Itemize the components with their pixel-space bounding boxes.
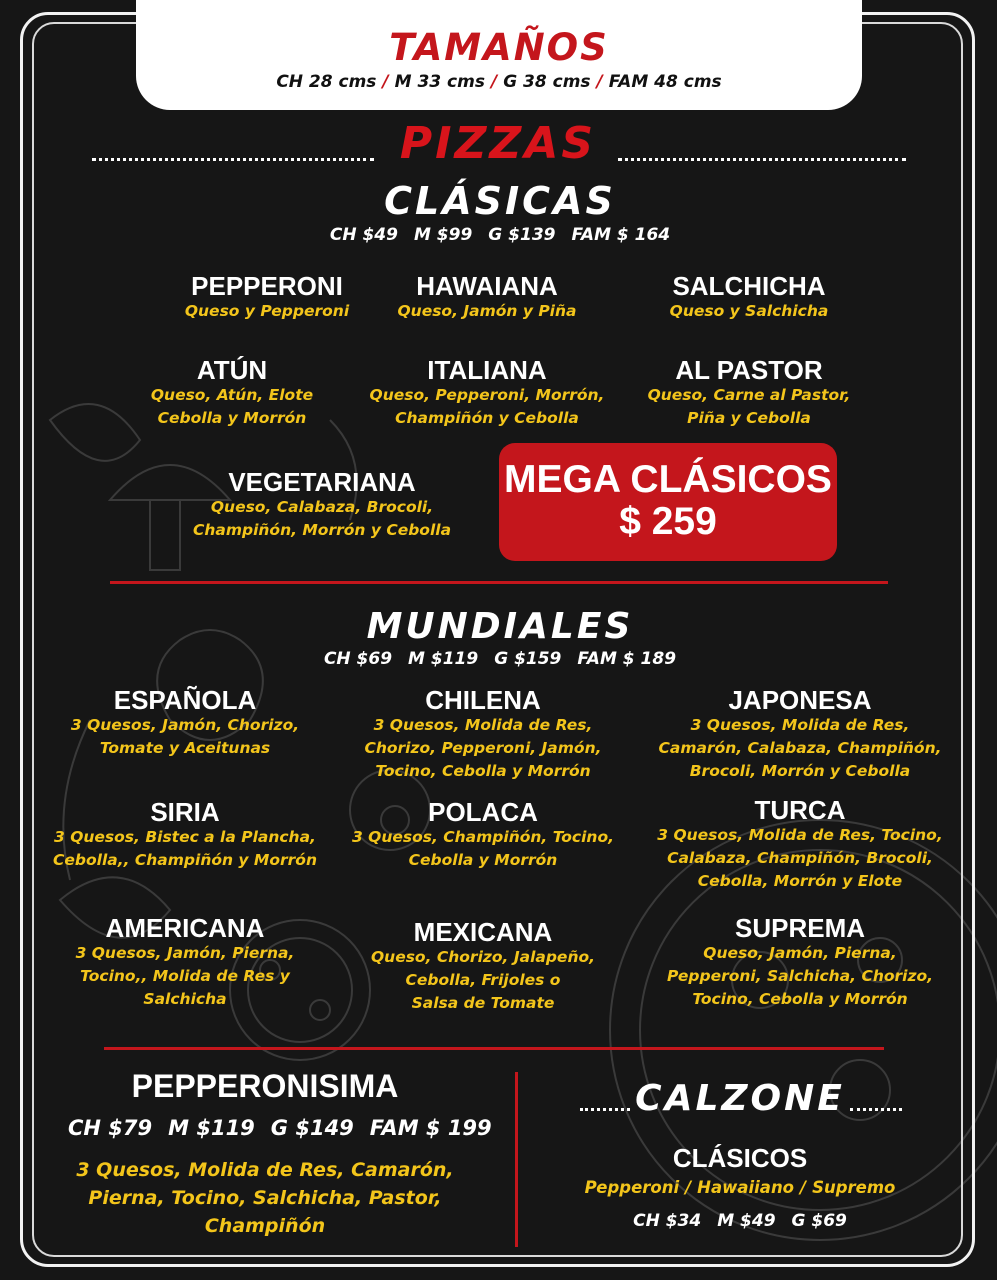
item-desc: Piña y Cebolla (687, 409, 811, 427)
item-desc: Champiñón, Morrón y Cebolla (192, 521, 452, 539)
menu-item (645, 914, 955, 1011)
pepperonisima-block (60, 1068, 492, 1240)
item-name: AMERICANA (105, 913, 265, 943)
item-name: POLACA (428, 797, 538, 827)
calzone-subtitle: CLÁSICOS (672, 1143, 808, 1173)
item-desc: Cebolla y Morrón (408, 851, 558, 869)
item-desc: Chorizo, Pepperoni, Jamón, (364, 739, 602, 757)
item-desc: Cebolla,, Champiñón y Morrón (53, 851, 317, 869)
dotted-divider (618, 158, 906, 161)
price-m: M $99 (413, 225, 473, 245)
item-desc: 3 Quesos, Molida de Res, Camarón, (76, 1159, 454, 1181)
mega-clasicos-badge (499, 443, 837, 561)
item-desc: Tocino,, Molida de Res y (80, 967, 290, 985)
mega-title: MEGA CLÁSICOS (504, 458, 832, 501)
item-desc: Tocino, Cebolla y Morrón (375, 762, 591, 780)
item-desc: Pierna, Tocino, Salchicha, Pastor, (88, 1187, 442, 1209)
item-name: SUPREMA (734, 913, 865, 943)
item-name: ATÚN (196, 355, 268, 385)
item-desc: Queso, Chorizo, Jalapeño, (370, 948, 596, 966)
dotted-divider (92, 158, 374, 161)
item-desc: 3 Quesos, Molida de Res, Tocino, (657, 826, 943, 844)
price-m: M $119 (168, 1116, 255, 1140)
item-desc: Tomate y Aceitunas (99, 739, 271, 757)
item-desc: 3 Quesos, Jamón, Pierna, (75, 944, 295, 962)
mundiales-prices (290, 648, 710, 670)
flavor-separator: / (800, 1178, 807, 1197)
menu-item (35, 686, 335, 760)
clasicas-prices (300, 224, 700, 246)
item-desc: Salsa de Tomate (411, 994, 555, 1012)
item-desc: Champiñón (204, 1215, 326, 1237)
dotted-divider (580, 1108, 630, 1111)
mundiales-title: MUNDIALES (366, 606, 634, 647)
red-vertical-divider (515, 1072, 518, 1247)
item-desc: Cebolla, Morrón y Elote (697, 872, 903, 890)
menu-item (35, 798, 335, 872)
price-m: M $49 (717, 1211, 776, 1231)
menu-item (97, 356, 367, 430)
flavor-separator: / (685, 1178, 692, 1197)
item-name: VEGETARIANA (228, 467, 416, 497)
menu-item (645, 686, 955, 783)
item-desc: Camarón, Calabaza, Champiñón, (658, 739, 942, 757)
sizes-title: TAMAÑOS (389, 26, 609, 69)
price-fam: FAM $ 189 (577, 649, 677, 669)
menu-item (35, 914, 335, 1011)
price-g: G $139 (488, 225, 556, 245)
item-desc: Brocoli, Morrón y Cebolla (689, 762, 911, 780)
price-ch: CH $49 (329, 225, 398, 245)
pepperonisima-title: PEPPERONISIMA (131, 1068, 399, 1104)
item-name: PEPPERONI (191, 271, 343, 301)
menu-item (333, 686, 633, 783)
sizes-banner (136, 0, 862, 110)
menu-item (172, 468, 472, 542)
size-separator: / (382, 72, 389, 92)
calzone-flavor: Supremo (812, 1178, 896, 1197)
calzone-flavor: Pepperoni (584, 1178, 680, 1197)
item-desc: Champiñón y Cebolla (395, 409, 579, 427)
calzone-title: CALZONE (635, 1078, 845, 1119)
size-ch: CH 28 cms (276, 72, 377, 92)
size-m: M 33 cms (394, 72, 485, 92)
mega-price: $ 259 (619, 500, 717, 543)
item-name: ITALIANA (427, 355, 547, 385)
item-desc: 3 Quesos, Bistec a la Plancha, (54, 828, 316, 846)
size-separator: / (490, 72, 498, 92)
item-desc: Salchicha (143, 990, 227, 1008)
pepperonisima-prices (60, 1114, 492, 1142)
calzone-flavor: Hawaiiano (697, 1178, 795, 1197)
menu-item (645, 796, 955, 893)
item-name: JAPONESA (728, 685, 872, 715)
item-desc: Queso, Atún, Elote (150, 386, 314, 404)
item-desc: Calabaza, Champiñón, Brocoli, (667, 849, 933, 867)
red-divider (104, 1047, 884, 1050)
red-divider (110, 581, 888, 584)
menu-item (352, 272, 622, 323)
item-desc: Tocino, Cebolla y Morrón (692, 990, 908, 1008)
calzone-prices (580, 1210, 900, 1232)
item-desc: 3 Quesos, Champiñón, Tocino, (351, 828, 615, 846)
size-separator: / (596, 72, 603, 92)
price-g: G $159 (494, 649, 562, 669)
item-name: ESPAÑOLA (113, 685, 257, 715)
item-desc: 3 Quesos, Molida de Res, (690, 716, 910, 734)
price-g: G $149 (270, 1116, 354, 1140)
menu-item (614, 272, 884, 323)
size-g: G 38 cms (503, 72, 591, 92)
item-desc: Pepperoni, Salchicha, Chorizo, (666, 967, 934, 985)
dotted-divider (850, 1108, 902, 1111)
menu-item (333, 918, 633, 1015)
size-fam: FAM 48 cms (608, 72, 722, 92)
item-desc: 3 Quesos, Molida de Res, (373, 716, 593, 734)
item-name: SALCHICHA (672, 271, 826, 301)
calzone-flavors (540, 1176, 940, 1199)
price-ch: CH $69 (323, 649, 393, 669)
item-name: HAWAIANA (416, 271, 558, 301)
item-name: MEXICANA (413, 917, 553, 947)
item-name: SIRIA (150, 797, 220, 827)
price-m: M $119 (408, 649, 479, 669)
price-ch: CH $79 (68, 1116, 153, 1140)
item-desc: Queso, Jamón, Pierna, (703, 944, 897, 962)
price-fam: FAM $ 164 (571, 225, 671, 245)
item-desc: Queso y Salchicha (669, 302, 829, 320)
item-name: AL PASTOR (675, 355, 823, 385)
item-name: CHILENA (425, 685, 541, 715)
item-desc: Queso, Jamón y Piña (397, 302, 577, 320)
item-desc: Queso, Carne al Pastor, (647, 386, 851, 404)
sizes-list (136, 72, 862, 92)
item-name: TURCA (754, 795, 846, 825)
item-desc: Queso, Pepperoni, Morrón, (369, 386, 605, 404)
item-desc: Queso y Pepperoni (184, 302, 350, 320)
item-desc: 3 Quesos, Jamón, Chorizo, (70, 716, 300, 734)
price-fam: FAM $ 199 (369, 1116, 492, 1140)
menu-item (333, 798, 633, 872)
item-desc: Queso, Calabaza, Brocoli, (210, 498, 434, 516)
price-ch: CH $34 (633, 1211, 702, 1231)
menu-item (352, 356, 622, 430)
price-g: G $69 (791, 1211, 847, 1231)
menu-item (614, 356, 884, 430)
clasicas-title: CLÁSICAS (384, 179, 616, 223)
item-desc: Cebolla, Frijoles o (405, 971, 561, 989)
item-desc: Cebolla y Morrón (157, 409, 307, 427)
pizzas-title: PIZZAS (399, 118, 597, 169)
